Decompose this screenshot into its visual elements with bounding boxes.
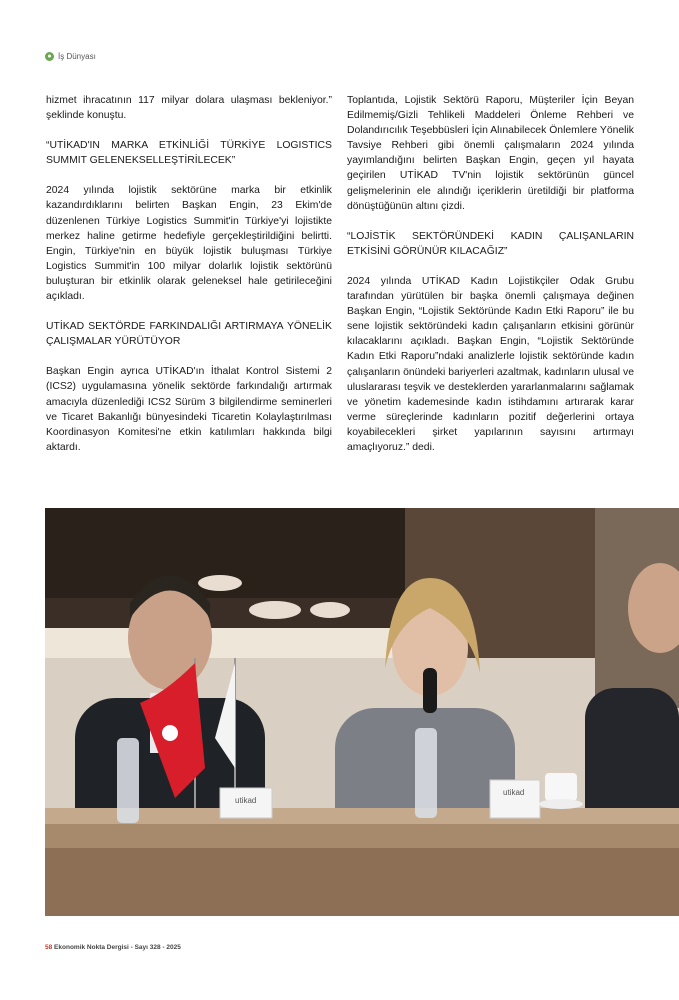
paragraph: hizmet ihracatının 117 milyar dolara ulaşması bekleniyor.” şeklinde konuştu.: [46, 95, 332, 122]
right-column: [347, 93, 634, 470]
left-column: [46, 93, 332, 470]
paragraph: 2024 yılında UTİKAD Kadın Lojistikçiler Odak Grubu tarafından yürütülen bir başka önemli çalışmaya değinen Başkan Engin, “Lojistik Sektöründe Kadın Etki Raporu” ile bu sene lojistik sektöründeki kadın çalışanların etkisini görünür kılacaklarını açıkladı. Başkan Engin, “Lojistik Sektöründe Kadın Etki Raporu”ndaki analizlerle lojistik sektöründe kadın çalışanların önündeki bariyerleri azaltmak, kadınların ulusal ve uluslararası teşvik ve desteklerden yararlanmalarını sağlamak ve yönetim kademesinde kadın istihdamını artırarak karar verme süreçlerinde kadınların pozitif değerlerini ortaya koyabilecekleri şirket yapılarının sayısını artırmayı amaçlıyoruz.” dedi.: [347, 275, 634, 453]
paragraph: Toplantıda, Lojistik Sektörü Raporu, Müşteriler İçin Beyan Edilmemiş/Gizli Tehlikeli Maddeleri Önleme Rehberi ve Dolandırıcılık Teşebbüsleri İçin Alınabilecek Önlemlere Yönelik Tavsiye Rehberi gibi önemli çalışmaların 2024 yılında yayımlandığını belirten Başkan Engin, geçen yıl hayata geçirilen UTİKAD TV'nin lojistik sektörünün güncel gelişmelerinin ele alındığı içeriklerin üretildiği bir platforma dönüştüğünün altını çizdi.: [347, 95, 634, 212]
page-footer: [45, 944, 181, 951]
subheading: “UTİKAD'IN MARKA ETKİNLİĞİ TÜRKİYE LOGISTICS SUMMIT GELENEKSELLEŞTİRİLECEK”: [46, 140, 332, 167]
leaf-icon: ●: [45, 52, 54, 61]
paragraph: 2024 yılında lojistik sektörüne marka bir etkinlik kazandırdıklarını belirten Başkan Engin, 23 Ekim'de düzenlenen Türkiye Logistics Summit'in Türkiye'yi lojistikte merkez haline getirme hedefiyle gerçekleştirildiğini belirtti. Engin, Türkiye'nin en büyük lojistik buluşması Türkiye Logistics Summit'in 100 milyar dolarlık lojistik sektörünü buluşturan bir etkinlik olarak geleneksel hale getirileceğini açıkladı.: [46, 185, 332, 303]
subheading: “LOJİSTİK SEKTÖRÜNDEKİ KADIN ÇALIŞANLARIN ETKİSİNİ GÖRÜNÜR KILACAĞIZ”: [347, 230, 634, 257]
section-header: [45, 52, 96, 61]
subheading: UTİKAD SEKTÖRDE FARKINDALIĞI ARTIRMAYA YÖNELİK ÇALIŞMALAR YÜRÜTÜYOR: [46, 321, 332, 348]
publication-info: Ekonomik Nokta Dergisi - Sayı 328 - 2025: [54, 944, 181, 951]
meeting-photo: [45, 508, 679, 916]
name-card-label: utikad: [503, 788, 525, 797]
section-label: İş Dünyası: [58, 52, 96, 61]
page-number: 58: [45, 944, 53, 951]
paragraph: Başkan Engin ayrıca UTİKAD'ın İthalat Kontrol Sistemi 2 (ICS2) uygulamasına yönelik sektörde farkındalığı artırmak amacıyla düzenlediği ICS2 Sürüm 3 bilgilendirme seminerleri ve Ticaret Bakanlığı bünyesindeki Ticaretin Kolaylaştırılması Koordinasyon Komitesi'ne etkin katılımları hakkında bilgi aktardı.: [46, 366, 332, 453]
name-card-label: utikad: [235, 796, 257, 805]
